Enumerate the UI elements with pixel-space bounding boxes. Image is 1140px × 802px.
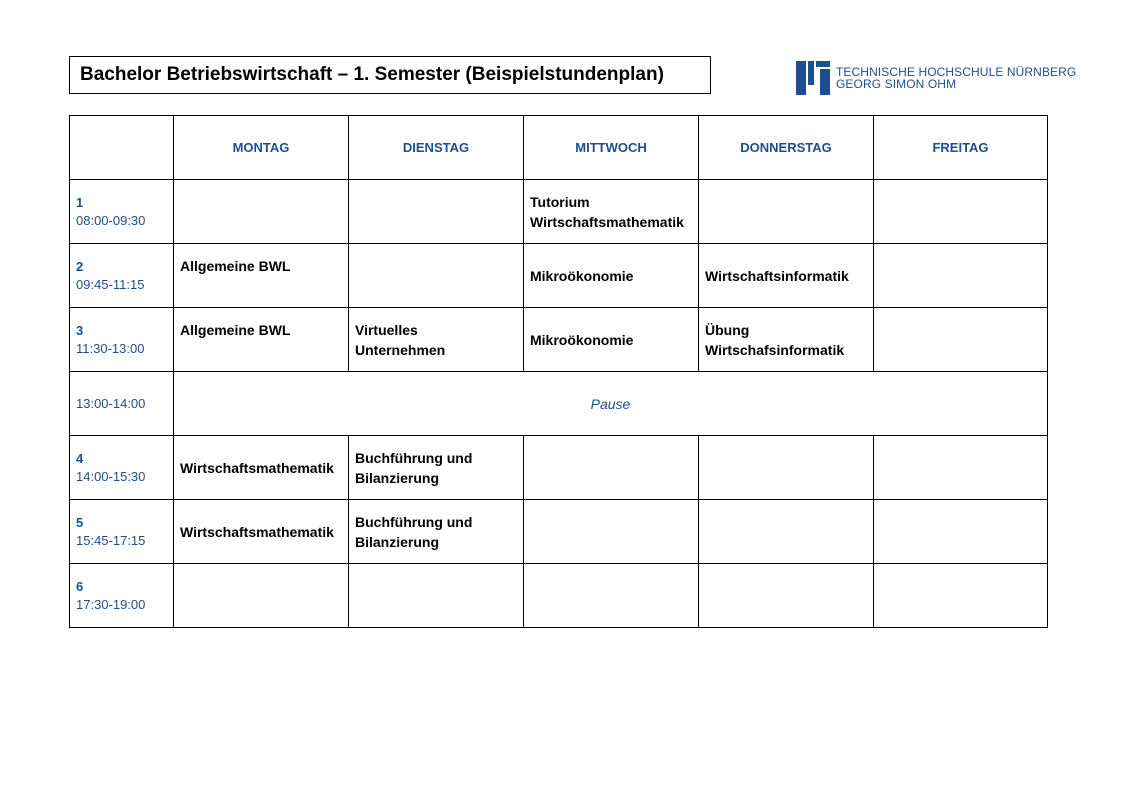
slot-number: 6 <box>76 578 84 594</box>
pause-cell: Pause <box>174 372 1048 436</box>
table-row <box>70 564 1048 628</box>
course-cell <box>174 180 349 244</box>
course-cell <box>699 180 874 244</box>
course-cell <box>699 500 874 564</box>
university-logo <box>796 61 1076 95</box>
course-cell <box>524 500 699 564</box>
table-row <box>70 244 1048 308</box>
timetable <box>69 115 1048 628</box>
day-header-wednesday: MITTWOCH <box>524 116 699 180</box>
course-cell: Tutorium Wirtschaftsmathematik <box>524 180 699 244</box>
slot-cell <box>70 436 174 500</box>
table-row-pause <box>70 372 1048 436</box>
day-header-thursday: DONNERSTAG <box>699 116 874 180</box>
slot-number: 2 <box>76 258 84 274</box>
course-cell <box>524 436 699 500</box>
table-row <box>70 436 1048 500</box>
course-cell: Wirtschaftsmathematik <box>174 500 349 564</box>
slot-number: 3 <box>76 322 84 338</box>
course-cell <box>874 308 1048 372</box>
slot-cell <box>70 372 174 436</box>
course-cell: Allgemeine BWL <box>174 244 349 308</box>
course-cell: Wirtschaftsinformatik <box>699 244 874 308</box>
day-header-friday: FREITAG <box>874 116 1048 180</box>
slot-cell <box>70 500 174 564</box>
course-cell <box>874 244 1048 308</box>
course-cell: Virtuelles Unternehmen <box>349 308 524 372</box>
header-row <box>70 116 1048 180</box>
corner-cell <box>70 116 174 180</box>
course-cell: Buchführung und Bilanzierung <box>349 436 524 500</box>
course-cell <box>349 244 524 308</box>
logo-line-2: GEORG SIMON OHM <box>836 77 957 91</box>
slot-cell <box>70 564 174 628</box>
day-header-monday: MONTAG <box>174 116 349 180</box>
slot-cell <box>70 308 174 372</box>
slot-time: 09:45-11:15 <box>76 276 145 292</box>
course-cell <box>874 500 1048 564</box>
table-row <box>70 500 1048 564</box>
course-cell <box>699 436 874 500</box>
course-cell <box>349 564 524 628</box>
course-cell: Mikroökonomie <box>524 244 699 308</box>
slot-time: 14:00-15:30 <box>76 468 146 484</box>
slot-time: 08:00-09:30 <box>76 212 146 228</box>
th-nuernberg-logo-icon <box>796 61 830 95</box>
logo-text <box>836 66 1076 90</box>
course-cell <box>524 564 699 628</box>
table-row <box>70 308 1048 372</box>
page-title: Bachelor Betriebswirtschaft – 1. Semester (Beispielstundenplan) <box>69 56 711 94</box>
course-cell: Buchführung und Bilanzierung <box>349 500 524 564</box>
course-cell: Wirtschaftsmathematik <box>174 436 349 500</box>
slot-cell <box>70 180 174 244</box>
course-cell <box>349 180 524 244</box>
slot-cell <box>70 244 174 308</box>
course-cell: Allgemeine BWL <box>174 308 349 372</box>
slot-number: 1 <box>76 194 84 210</box>
logo-line-1: TECHNISCHE HOCHSCHULE NÜRNBERG <box>836 65 1077 79</box>
course-cell: Mikroökonomie <box>524 308 699 372</box>
course-cell: Übung Wirtschafsinformatik <box>699 308 874 372</box>
table-row <box>70 180 1048 244</box>
slot-number: 5 <box>76 514 84 530</box>
slot-time: 11:30-13:00 <box>76 340 145 356</box>
course-cell <box>699 564 874 628</box>
slot-time: 13:00-14:00 <box>76 395 146 411</box>
slot-number: 4 <box>76 450 84 466</box>
course-cell <box>874 180 1048 244</box>
course-cell <box>174 564 349 628</box>
day-header-tuesday: DIENSTAG <box>349 116 524 180</box>
slot-time: 15:45-17:15 <box>76 532 146 548</box>
course-cell <box>874 564 1048 628</box>
course-cell <box>874 436 1048 500</box>
slot-time: 17:30-19:00 <box>76 596 146 612</box>
